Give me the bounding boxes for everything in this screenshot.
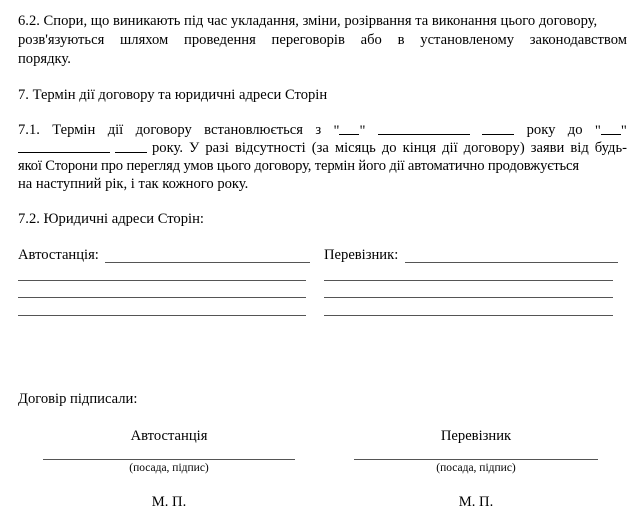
- bus-station-signature-caption: (посада, підпис): [129, 462, 209, 474]
- word: розв'язуються: [18, 32, 105, 48]
- end-month-blank[interactable]: [18, 140, 110, 153]
- word: до: [567, 122, 583, 138]
- end-day-field[interactable]: [595, 122, 627, 140]
- bus-station-party-title: Автостанція: [130, 428, 208, 444]
- start-year-blank[interactable]: [482, 122, 514, 135]
- clause-7-1-line2: [18, 140, 627, 157]
- bus-station-address-label: Автостанція:: [18, 247, 99, 263]
- carrier-address-line-2[interactable]: [324, 280, 613, 281]
- bus-station-address-line-4[interactable]: [18, 315, 306, 316]
- word: з: [315, 122, 322, 138]
- bus-station-address-line-3[interactable]: [18, 297, 306, 298]
- clause-7-1-line1: [18, 122, 627, 140]
- carrier-address-line-4[interactable]: [324, 315, 613, 316]
- word: дії: [107, 122, 124, 138]
- word: встановлюється: [204, 122, 303, 138]
- carrier-stamp-label: М. П.: [458, 494, 494, 510]
- carrier-signature-caption: (посада, підпис): [436, 462, 516, 474]
- clause-6-2-line3: порядку.: [18, 51, 71, 67]
- signatures-heading: Договір підписали:: [18, 391, 138, 407]
- word: законодавством: [529, 32, 627, 48]
- word: Термін: [52, 122, 96, 138]
- start-month-blank[interactable]: [378, 122, 470, 135]
- carrier-address-line-1[interactable]: [405, 262, 618, 263]
- quote: ": [359, 123, 366, 139]
- word: шляхом: [120, 32, 169, 48]
- clause-7-1-line4: на наступний рік, і так кожного року.: [18, 176, 249, 192]
- clause-7-2-heading: 7.2. Юридичні адреси Сторін:: [18, 211, 204, 227]
- bus-station-stamp-label: М. П.: [151, 494, 187, 510]
- blank-line: [601, 122, 621, 135]
- end-year-blank[interactable]: [115, 140, 147, 153]
- clause-6-2-line1: 6.2. Спори, що виникають під час укладання, зміни, розірвання та виконання цього договору,: [18, 13, 598, 29]
- bus-station-address-line-1[interactable]: [105, 262, 310, 263]
- carrier-party-title: Перевізник: [440, 428, 512, 444]
- word: в: [397, 32, 405, 48]
- clause-7-1-line3: якої Сторони про перегляд умов цього договору, термін його дії автоматично продовжується: [18, 158, 579, 174]
- word: переговорів: [271, 32, 345, 48]
- carrier-signature-line[interactable]: [354, 459, 598, 460]
- word: року: [526, 122, 556, 138]
- quote: ": [620, 123, 627, 139]
- quote: ": [333, 123, 340, 139]
- word: 7.1.: [18, 122, 40, 138]
- quote: ": [594, 123, 601, 139]
- word: проведення: [184, 32, 256, 48]
- start-day-field[interactable]: [334, 122, 366, 140]
- bus-station-signature-line[interactable]: [43, 459, 295, 460]
- section-7-heading: 7. Термін дії договору та юридичні адреси Сторін: [18, 87, 328, 103]
- word: установленому: [420, 32, 514, 48]
- blank-line: [339, 122, 359, 135]
- word: або: [360, 32, 382, 48]
- clause-6-2-line2: [18, 32, 627, 49]
- clause-text: року. У разі відсутності (за місяць до кінця дії договору) заяви від будь-: [152, 140, 627, 156]
- carrier-address-line-3[interactable]: [324, 297, 613, 298]
- bus-station-address-line-2[interactable]: [18, 280, 306, 281]
- carrier-address-label: Перевізник:: [324, 247, 399, 263]
- word: договору: [135, 122, 192, 138]
